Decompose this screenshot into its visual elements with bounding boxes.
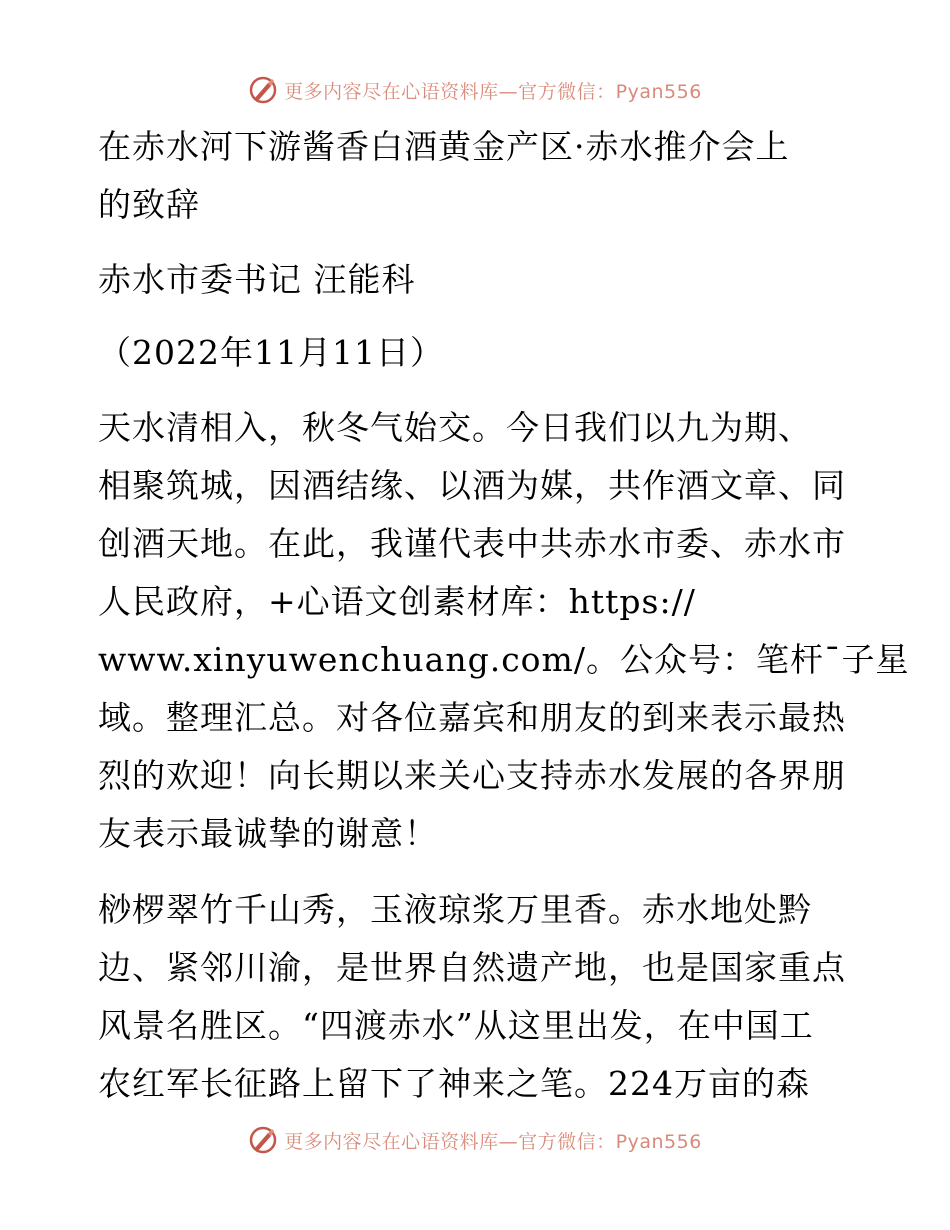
header-watermark: [0, 70, 950, 110]
paragraph-1-line: www.xinyuwenchuang.com/。公众号：笔杆¯子星: [98, 640, 910, 679]
paragraph-1-line: 创酒天地。在此，我谨代表中共赤水市委、赤水市: [98, 524, 846, 563]
paragraph-1-line: 人民政府，+心语文创素材库：https://: [98, 582, 696, 621]
paragraph-2-line: 边、紧邻川渝，是世界自然遗产地，也是国家重点: [98, 948, 846, 987]
paragraph-1-line: 烈的欢迎！向长期以来关心支持赤水发展的各界朋: [98, 756, 846, 795]
pen-logo-icon: [248, 1125, 278, 1155]
title-line-2: 的致辞: [98, 185, 200, 224]
author-line: 赤水市委书记 汪能科: [98, 260, 416, 299]
title-line-1: 在赤水河下游酱香白酒黄金产区·赤水推介会上: [98, 127, 790, 166]
paragraph-2-line: 农红军长征路上留下了神来之笔。224万亩的森: [98, 1064, 810, 1103]
paragraph-1-line: 相聚筑城，因酒结缘、以酒为媒，共作酒文章、同: [98, 466, 846, 505]
date-line: （2022年11月11日）: [98, 333, 444, 372]
pen-logo-icon: [248, 75, 278, 105]
paragraph-1-line: 友表示最诚挚的谢意！: [98, 814, 438, 853]
watermark-text: 更多内容尽在心语资料库—官方微信：Pyan556: [284, 80, 702, 103]
watermark-text: 更多内容尽在心语资料库—官方微信：Pyan556: [284, 1130, 702, 1153]
paragraph-1-line: 天水清相入，秋冬气始交。今日我们以九为期、: [98, 408, 812, 447]
paragraph-2-line: 桫椤翠竹千山秀，玉液琼浆万里香。赤水地处黔: [98, 890, 812, 929]
paragraph-1-line: 域。整理汇总。对各位嘉宾和朋友的到来表示最热: [98, 698, 846, 737]
footer-watermark: [0, 1120, 950, 1160]
paragraph-2-line: 风景名胜区。“四渡赤水”从这里出发，在中国工: [98, 1006, 814, 1045]
